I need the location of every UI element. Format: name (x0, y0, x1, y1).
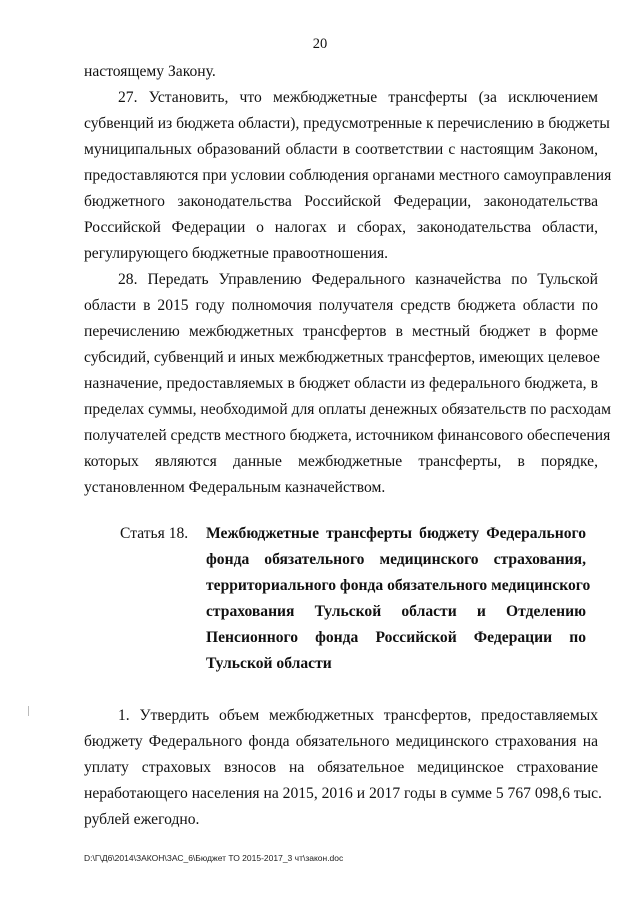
paragraph-line: рублей ежегодно. (84, 811, 200, 828)
footer-file-path: D:\Г\Д6\2014\ЗАКОН\ЗАС_6\Бюджет ТО 2015-2017_3 чт\закон.doc (84, 853, 344, 863)
paragraph-line: 27. Установить, что межбюджетные трансферты (за исключением (118, 89, 598, 106)
paragraph-line: установленном Федеральным казначейством. (84, 479, 386, 496)
article-title-line: страхования Тульской области и Отделению (206, 603, 586, 620)
article-title-line: Пенсионного фонда Российской Федерации по (206, 629, 586, 646)
paragraph-line: Российской Федерации о налогах и сборах, законодательства области, (84, 219, 598, 236)
paragraph-line: муниципальных образований области в соответствии с настоящим Законом, (84, 141, 598, 158)
paragraph-line: назначение, предоставляемых в бюджет области из федерального бюджета, в (84, 375, 598, 392)
paragraph-line: 28. Передать Управлению Федерального казначейства по Тульской (118, 271, 598, 288)
page-number: 20 (312, 36, 328, 52)
paragraph-line: 1. Утвердить объем межбюджетных трансфертов, предоставляемых (118, 707, 598, 724)
article-title-line: Межбюджетные трансферты бюджету Федерального (206, 525, 586, 542)
paragraph-line: области в 2015 году полномочия получателя средств бюджета области по (84, 297, 598, 314)
article-title-line: территориального фонда обязательного медицинского (206, 577, 591, 594)
paragraph-line: которых являются данные межбюджетные трансферты, в порядке, (84, 453, 598, 470)
paragraph-line: субвенций из бюджета области), предусмотренные к перечислению в бюджеты (84, 115, 610, 132)
paragraph-line: регулирующего бюджетные правоотношения. (84, 245, 389, 262)
paragraph-line: предоставляются при условии соблюдения органами местного самоуправления (84, 167, 612, 184)
paragraph-line: перечислению межбюджетных трансфертов в местный бюджет в форме (84, 323, 598, 340)
paragraph-line: получателей средств местного бюджета, источником финансового обеспечения (84, 427, 611, 444)
article-label: Статья 18. (120, 525, 189, 542)
paragraph-line: бюджетного законодательства Российской Федерации, законодательства (84, 193, 598, 210)
paragraph-line: субсидий, субвенций и иных межбюджетных трансфертов, имеющих целевое (84, 349, 600, 366)
paragraph-line: уплату страховых взносов на обязательное медицинское страхование (84, 759, 598, 776)
paragraph-line: настоящему Закону. (84, 63, 216, 80)
paragraph-line: неработающего населения на 2015, 2016 и 2017 годы в сумме 5 767 098,6 тыс. (84, 785, 602, 802)
article-title-line: Тульской области (206, 655, 332, 672)
margin-mark (28, 706, 29, 716)
paragraph-line: бюджету Федерального фонда обязательного медицинского страхования на (84, 733, 598, 750)
article-title-line: фонда обязательного медицинского страхования, (206, 551, 586, 568)
paragraph-line: пределах суммы, необходимой для оплаты денежных обязательств по расходам (84, 401, 611, 418)
